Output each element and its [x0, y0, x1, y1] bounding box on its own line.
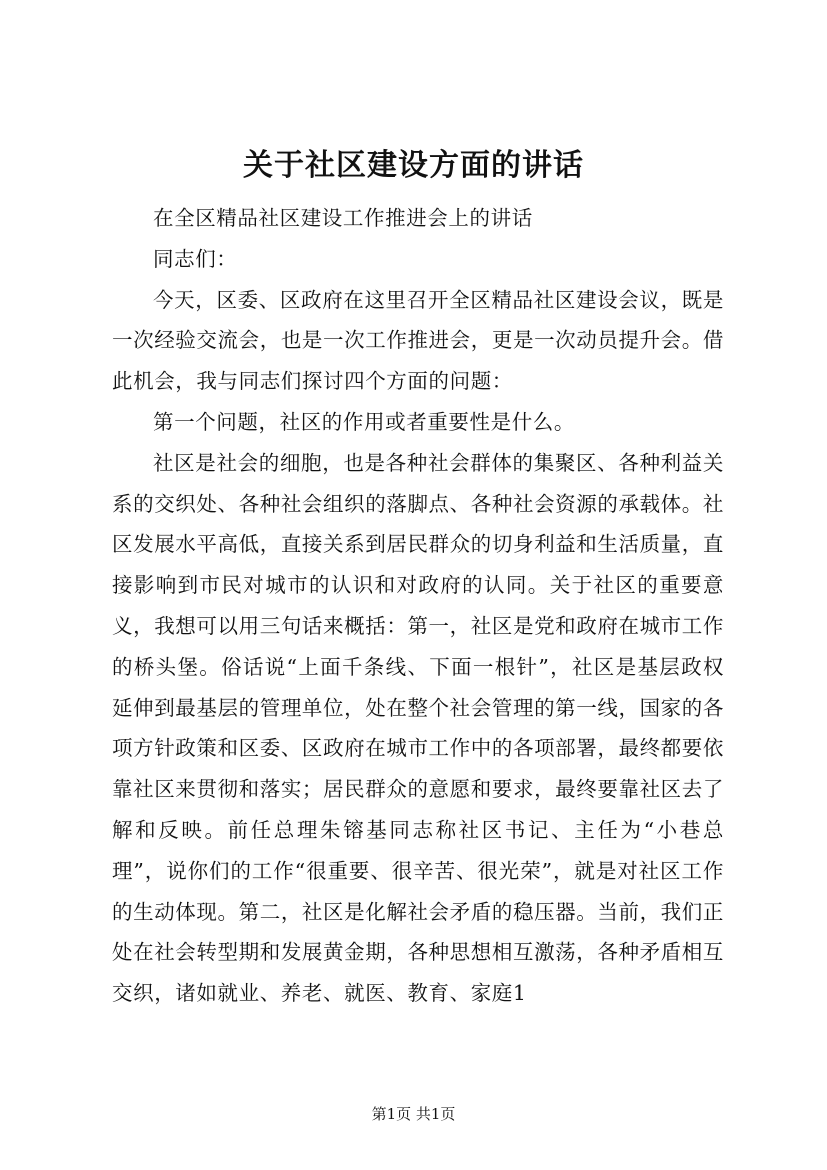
document-title: 关于社区建设方面的讲话: [243, 148, 584, 183]
body-paragraph: 社区是社会的细胞，也是各种社会群体的集聚区、各种利益关系的交织处、各种社会组织的落脚点、各种社会资源的承载体。社区发展水平高低，直接关系到居民群众的切身利益和生活质量，直接影响到市民对城市的认识和对政府的认同。关于社区的重要意义，我想可以用三句话来概括：第一，社区是党和政府在城市工作的桥头堡。俗话说“上面千条线、下面一根针”，社区是基层政权延伸到最基层的管理单位，处在整个社会管理的第一线，国家的各项方针政策和区委、区政府在城市工作中的各项部署，最终都要依靠社区来贯彻和落实；居民群众的意愿和要求，最终要靠社区去了解和反映。前任总理朱镕基同志称社区书记、主任为“小巷总理”，说你们的工作“很重要、很辛苦、很光荣”，就是对社区工作的生动体现。第二，社区是化解社会矛盾的稳压器。当前，我们正处在社会转型期和发展黄金期，各种思想相互激荡，各种矛盾相互交织，诸如就业、养老、就医、教育、家庭1: [112, 450, 724, 1006]
page-footer: [0, 1104, 827, 1124]
document-body: [112, 198, 724, 1014]
subtitle-paragraph: 在全区精品社区建设工作推进会上的讲话: [153, 206, 533, 230]
salutation-paragraph: 同志们：: [153, 246, 238, 271]
question-heading-paragraph: 第一个问题，社区的作用或者重要性是什么。: [153, 409, 575, 434]
intro-paragraph: 今天，区委、区政府在这里召开全区精品社区建设会议，既是一次经验交流会，也是一次工作推进会，更是一次动员提升会。借此机会，我与同志们探讨四个方面的问题：: [112, 287, 724, 394]
page-number-text: 第1页 共1页: [371, 1105, 456, 1123]
